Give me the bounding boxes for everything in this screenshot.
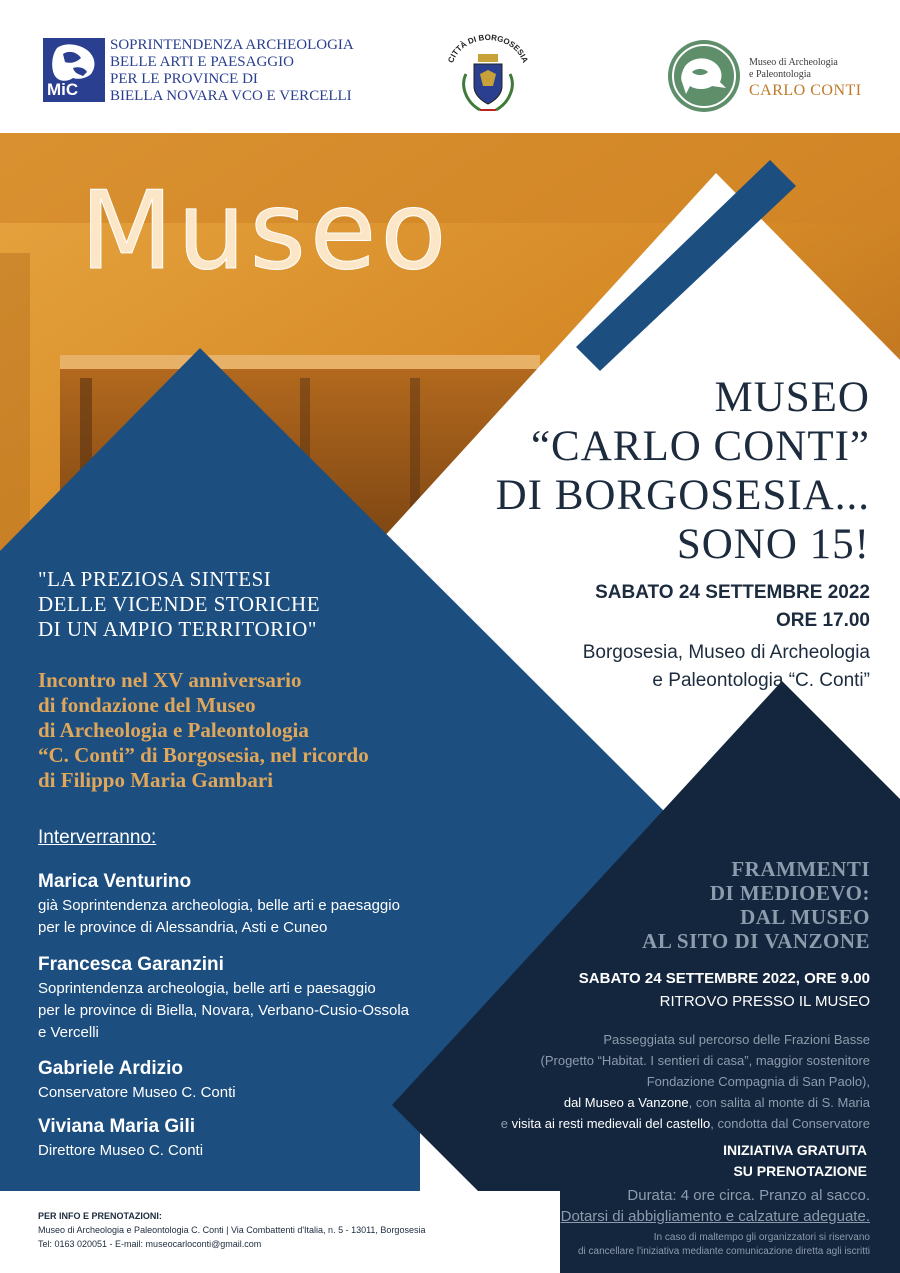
headline-line: SONO 15! [676, 521, 870, 568]
walk-desc-highlight: visita ai resti medievali del castello [511, 1116, 711, 1131]
crest-text: CITTÀ DI BORGOSESIA [446, 32, 530, 65]
museo-sign: Museo [80, 169, 451, 294]
walk-desc-highlight: dal Museo a Vanzone [563, 1095, 689, 1110]
speaker-role [38, 978, 409, 1044]
quote-line: "LA PREZIOSA SINTESI [38, 567, 272, 591]
booking-info [38, 1209, 425, 1251]
headline-line: DI BORGOSESIA... [495, 472, 870, 519]
event-datetime [595, 579, 870, 635]
speaker [38, 1114, 203, 1162]
borgosesia-crest [438, 30, 538, 122]
city-crest-icon [438, 30, 538, 122]
walk-description [501, 1029, 870, 1134]
soprintendenza-line: SOPRINTENDENZA ARCHEOLOGIA [110, 37, 354, 53]
speaker-role-line: già Soprintendenza archeologia, belle arti e paesaggio [38, 897, 400, 914]
speaker [38, 952, 409, 1044]
info-address: Museo di Archeologia e Paleontologia C. Conti | Via Combattenti d'Italia, n. 5 - 13011, Borgosesia [38, 1225, 426, 1235]
speaker [38, 869, 400, 939]
walk-desc-line: Passeggiata sul percorso delle Frazioni Basse [603, 1032, 870, 1047]
speaker-name: Gabriele Ardizio [38, 1058, 183, 1079]
walk-title-line: DI MEDIOEVO: [709, 881, 870, 905]
event-place-line: e Paleontologia “C. Conti” [652, 670, 870, 691]
walk-meeting-point: RITROVO PRESSO IL MUSEO [659, 993, 870, 1010]
walk-clothing-note: Dotarsi di abbigliamento e calzature adeguate. [560, 1208, 870, 1225]
speaker-name: Viviana Maria Gili [38, 1116, 196, 1137]
soprintendenza-name [110, 37, 390, 105]
walk-desc-text: , condotta dal Conservatore [710, 1116, 870, 1131]
meeting-line: di Archeologia e Paleontologia [38, 718, 309, 742]
walk-desc-text: , con salita al monte di S. Maria [688, 1095, 870, 1110]
soprintendenza-line: BIELLA NOVARA VCO E VERCELLI [110, 88, 352, 104]
speakers-heading: Interverranno: [38, 827, 157, 848]
info-contacts: Tel: 0163 020051 - E-mail: museocarloconti@gmail.com [38, 1239, 262, 1249]
speaker-role-line: Soprintendenza archeologia, belle arti e paesaggio [38, 980, 376, 997]
soprintendenza-line: PER LE PROVINCE DI [110, 71, 258, 87]
free-booking-notice [723, 1140, 867, 1182]
speaker-role [38, 895, 400, 939]
walk-duration: Durata: 4 ore circa. Pranzo al sacco. [627, 1187, 870, 1204]
museum-logo-line: Museo di Archeologia [749, 57, 838, 68]
meeting-line: Incontro nel XV anniversario [38, 668, 302, 692]
walk-desc-line [501, 1092, 870, 1113]
quote-title [38, 567, 320, 642]
weather-note [578, 1231, 870, 1259]
museum-logo-text [749, 57, 889, 101]
speaker-role-line: per le province di Alessandria, Asti e Cuneo [38, 919, 328, 936]
walk-title-line: AL SITO DI VANZONE [642, 929, 870, 953]
walk-desc-line: Fondazione Compagnia di San Paolo), [646, 1074, 870, 1089]
speaker-role-line: Conservatore Museo C. Conti [38, 1084, 236, 1101]
soprintendenza-line: BELLE ARTI E PAESAGGIO [110, 54, 294, 70]
weather-line: In caso di maltempo gli organizzatori si riservano [653, 1232, 870, 1243]
walk-desc-line [501, 1113, 870, 1134]
event-place-line: Borgosesia, Museo di Archeologia [582, 642, 870, 663]
walk-desc-line: (Progetto “Habitat. I sentieri di casa”, maggior sostenitore [540, 1053, 870, 1068]
event-place [583, 639, 870, 695]
quote-line: DI UN AMPIO TERRITORIO" [38, 617, 317, 641]
walk-date: SABATO 24 SETTEMBRE 2022, ORE 9.00 [578, 970, 870, 987]
museum-logo-name: CARLO CONTI [749, 82, 862, 99]
speaker-role [38, 1082, 236, 1104]
headline-line: “CARLO CONTI” [530, 423, 870, 470]
header [0, 0, 900, 133]
main-area [0, 133, 900, 1273]
free-line: SU PRENOTAZIONE [733, 1163, 867, 1179]
quote-line: DELLE VICENDE STORICHE [38, 592, 321, 616]
speaker [38, 1056, 236, 1104]
speaker-role-line: per le province di Biella, Novara, Verbano-Cusio-Ossola [38, 1002, 410, 1019]
event-time: ORE 17.00 [776, 610, 870, 631]
speaker-role-line: Direttore Museo C. Conti [38, 1142, 204, 1159]
mic-logo [43, 38, 105, 102]
free-line: INIZIATIVA GRATUITA [723, 1142, 867, 1158]
speaker-name: Francesca Garanzini [38, 954, 224, 975]
speaker-role [38, 1140, 203, 1162]
event-date: SABATO 24 SETTEMBRE 2022 [595, 582, 870, 603]
meeting-line: di Filippo Maria Gambari [38, 768, 274, 792]
mic-logo-text: MiC [47, 80, 79, 99]
main-headline [430, 373, 870, 569]
weather-line: di cancellare l'iniziativa mediante comunicazione diretta agli iscritti [577, 1246, 870, 1257]
info-title: PER INFO E PRENOTAZIONI: [38, 1211, 162, 1221]
museum-logo-line: e Paleontologia [749, 69, 811, 80]
museum-logo-icon [666, 38, 742, 114]
meeting-line: di fondazione del Museo [38, 693, 256, 717]
meeting-description [38, 668, 369, 793]
speaker-name: Marica Venturino [38, 871, 192, 892]
walk-title [642, 857, 870, 953]
walk-title-line: FRAMMENTI [731, 857, 870, 881]
meeting-line: “C. Conti” di Borgosesia, nel ricordo [38, 743, 369, 767]
walk-desc-text: e [500, 1116, 512, 1131]
speaker-role-line: e Vercelli [38, 1024, 99, 1041]
walk-title-line: DAL MUSEO [740, 905, 870, 929]
headline-line: MUSEO [714, 374, 870, 421]
